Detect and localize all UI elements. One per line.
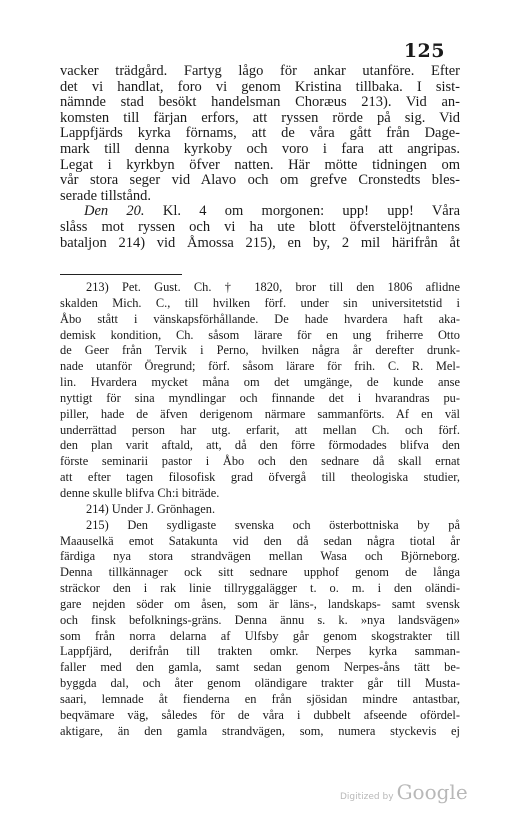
- footnote-line: byggda dal, och åter genom oländigare trakter går till Musta-: [60, 676, 460, 691]
- watermark-prefix: Digitized by: [340, 792, 394, 802]
- footnote-line: och finsk befolknings-gräns. Denna ännu s. k. »nya landsvägen»: [60, 612, 460, 627]
- footnote-line: Denna tillkännager ock sitt sednare upphof genom de långa: [60, 565, 460, 580]
- footnote-line: piller, hade de äfven derigenom närmare sammanförts. Af en väl: [60, 406, 460, 421]
- footnote-line: demisk kondition, Ch. såsom lärare för en ung friherre Otto: [60, 327, 460, 342]
- text-line: Legat i kyrkbyn öfver natten. Här mötte tidningen om: [60, 156, 460, 173]
- text-line: slåss mot ryssen och vi ha ute blott öfverstelöjtnantens: [60, 218, 460, 235]
- text-line: komsten till färjan erfors, att ryssen rörde på sig. Vid: [60, 109, 460, 126]
- footnote-line: denne skulle blifva Ch:i biträde.: [60, 485, 220, 500]
- footnote-line: lin. Hvardera mycket måna om det umgänge, de kunde anse: [60, 375, 460, 390]
- text-line: vacker trädgård. Fartyg lågo för ankar utanföre. Efter: [60, 63, 460, 79]
- dag-label: Den 20.: [84, 203, 145, 220]
- footnote-line: den plan varit aftald, att, då den förre förmodades blifva den: [60, 438, 460, 453]
- footnote-line: färdiga nya stora strandvägen mellan Wasa och Björneborg.: [60, 549, 460, 564]
- dag-entry-line: [60, 204, 460, 220]
- text-line: serade tillstånd.: [60, 187, 152, 204]
- footnote-line: 214) Under J. Grönhagen.: [86, 501, 216, 516]
- footnote-line: 215) Den sydligaste svenska och österbottniska by på: [86, 517, 460, 532]
- footnote-line: beqvämare väg, således för de våra i dubbelt afseende ofördel-: [60, 707, 460, 722]
- footnote-line: Lappfjärd, derifrån till trakten omkr. Nerpes kyrka samman-: [60, 644, 460, 659]
- footnote-line: saari, lemnade åt fienderna en från sjösidan mindre antastbar,: [60, 691, 460, 706]
- footnote-line: nyttigt för sina myndlingar och finnande det i hvarandras pu-: [60, 390, 460, 405]
- footnote-line: de Geer från Tervik i Perno, hvilken några år derefter drunk-: [60, 343, 460, 358]
- footnote-line: att efter tagen filosofisk grad öfvergå till theologiska studier,: [60, 470, 460, 485]
- text-line: Kl. 4 om morgonen: upp! upp! Våra: [162, 203, 461, 220]
- digitized-watermark: [340, 780, 468, 804]
- footnote-line: som från norra delarna af Ulfsby går genom skogstrakter till: [60, 628, 460, 643]
- footnote-divider: [60, 274, 182, 275]
- google-logo: Google: [396, 780, 468, 804]
- footnote-line: 213) Pet. Gust. Ch. † 1820, bror till den 1806 aflidne: [86, 280, 460, 294]
- footnote-line: Åbo stått i vänskapsförhållande. De hade hvardera haft aka-: [60, 311, 460, 326]
- text-line: bataljon 214) vid Åmossa 215), en by, 2 mil härifrån åt: [60, 234, 460, 251]
- footnote-line: Maauselkä emot Satakunta vid den då sedan några tiotal år: [60, 533, 460, 548]
- footnote-line: sträckor den i rak linie tillryggalägger t. o. m. i den oländi-: [60, 581, 460, 596]
- footnote-line: faller med den gamla, samt sedan genom Nerpes-åns tätt be-: [60, 660, 460, 675]
- footnote-line: aktigare, än den gamla strandvägen, som, numera styckevis ej: [60, 723, 460, 738]
- footnote-line: underrättad person har utg. erfarit, att mellan Ch. och förf.: [60, 422, 460, 437]
- text-line: Lappfjärds kyrka förnams, att de våra gått från Dage-: [60, 125, 460, 142]
- footnote-line: gare nejden söder om åsen, som är läns-, landskaps- samt svensk: [60, 596, 460, 611]
- footnote-line: förste seminarii pastor i Åbo och den sednare då skall ernat: [60, 454, 460, 469]
- footnote-line: nade utanför Öregrund; förf. såsom lärare för frih. C. R. Mel-: [60, 359, 460, 374]
- text-line: mark till denna kyrkoby och voro i fara att angripas.: [60, 140, 460, 157]
- text-line: det vi handlat, foro vi genom Kristina tillbaka. I sist-: [60, 78, 460, 95]
- page-number: 125: [403, 40, 445, 62]
- footnote-line: skalden Mich. C., till hvilken förf. under sin universitetstid i: [60, 295, 460, 310]
- main-text: [60, 64, 460, 251]
- text-line: vår stora seger vid Alavo och om grefve Cronstedts bles-: [60, 172, 460, 189]
- footnotes: [60, 280, 460, 739]
- text-line: nämnde stad besökt handelsman Choræus 213). Vid an-: [60, 94, 460, 111]
